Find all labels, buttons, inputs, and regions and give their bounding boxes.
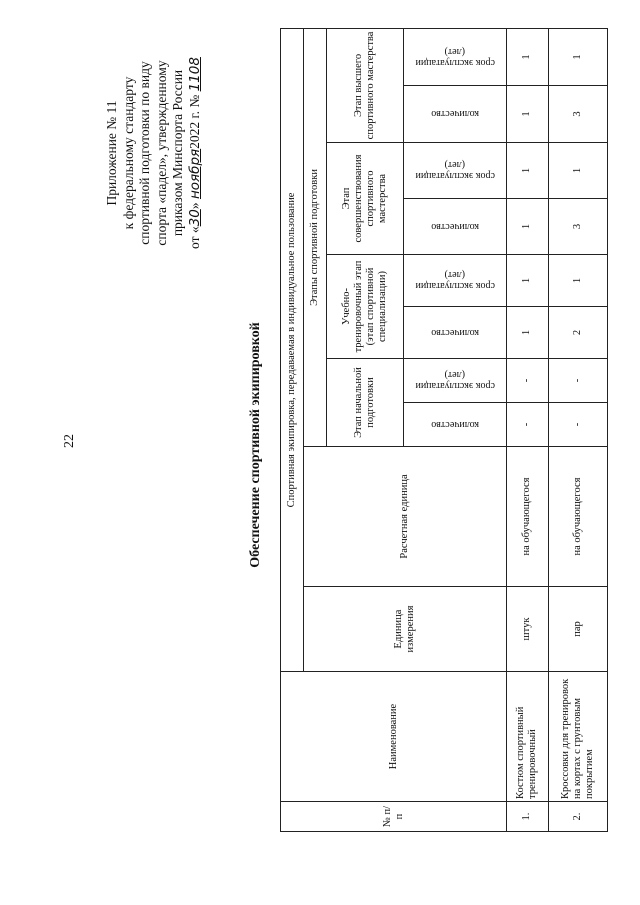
row-value: 3 [548,199,607,255]
header-name: Наименование [281,672,507,802]
row-calc: на обучающегося [507,447,548,587]
annex-date-prefix: от « [186,226,202,249]
header-num: № п/п [281,802,507,832]
row-value: 1 [507,255,548,307]
header-stage-4: Этап высшего спортивного мастерства [326,28,404,142]
row-name: Кроссовки для тренировок на кортах с грунтовым покрытием [548,672,607,802]
header-stage-2: Учебно-тренировочный этап (этап спортивной специализации) [326,255,404,359]
row-value: 1 [548,143,607,199]
annex-line-1: к федеральному стандарту [120,76,136,230]
row-num: 1. [507,802,548,832]
table-row [548,28,607,831]
annex-title: Приложение № 11 [104,100,119,206]
annex-line-2: спортивной подготовки по виду [137,61,152,245]
row-value: 1 [507,199,548,255]
header-term: срок эксплуатации (лет) [415,45,496,68]
row-num: 2. [548,802,607,832]
page-number: 22 [62,434,77,448]
header-calc: Расчетная единица [303,447,507,587]
row-value: - [548,359,607,403]
header-stage-1: Этап начальной подготовки [326,359,404,447]
header-term: срок эксплуатации (лет) [415,369,496,392]
header-qty: количество [431,327,480,338]
equipment-table [280,28,608,832]
row-name: Костюм спортивный тренировочный [507,672,548,802]
header-qty: количество [431,108,480,120]
row-value: 1 [507,86,548,143]
row-value: 1 [507,28,548,85]
header-qty: количество [431,221,480,232]
row-calc: на обучающегося [548,447,607,587]
header-stage-3: Этап совершенствования спортивного мастерства [326,143,404,255]
annex-year: 2022 г. № [186,91,202,149]
annex-order-number: 1108 [186,57,203,92]
row-value: 2 [548,307,607,359]
row-value: 1 [507,307,548,359]
header-term: срок эксплуатации (лет) [415,159,496,182]
annex-date-line [187,29,204,277]
header-equipment-group: Спортивная экипировка, передаваемая в индивидуальное пользование [281,28,304,671]
row-value: - [507,403,548,447]
header-qty: количество [431,419,480,430]
header-term: срок эксплуатации (лет) [415,269,496,292]
row-value: 1 [548,255,607,307]
row-value: - [507,359,548,403]
row-value: 1 [507,143,548,199]
annex-date-mid: » [186,199,202,210]
row-value: 3 [548,86,607,143]
annex-block [104,29,203,277]
annex-line-3: спорта «падел», утвержденному [153,60,169,246]
annex-month: ноября [186,148,203,200]
row-value: - [548,403,607,447]
table-row [507,28,548,831]
annex-line-4: приказом Минспорта России [170,69,185,237]
annex-day: 30 [186,209,203,227]
header-unit: Единица измерения [303,587,507,672]
row-unit: пар [548,587,607,672]
page-title: Обеспечение спортивной экипировкой [248,322,263,568]
row-value: 1 [548,28,607,85]
row-unit: штук [507,587,548,672]
header-stages-group: Этапы спортивной подготовки [303,28,326,446]
